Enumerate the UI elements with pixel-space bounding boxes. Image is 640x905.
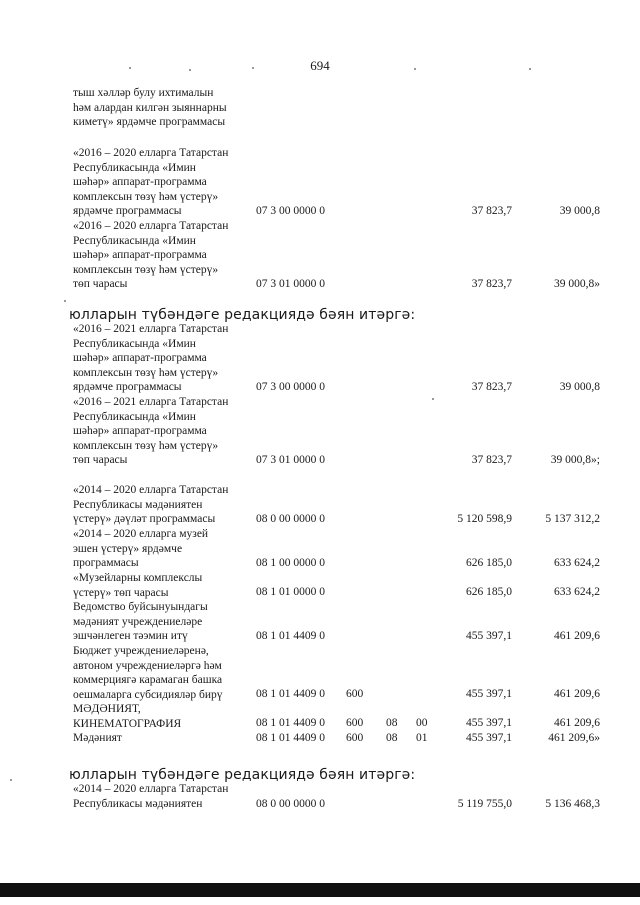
amount-year-1: 455 397,1 [466,717,512,729]
amount-year-1: 37 823,7 [471,381,512,393]
item-description [73,322,248,395]
amount-year-1: 5 120 598,9 [457,513,512,525]
target-article-code: 08 1 00 0000 0 [256,557,325,569]
amount-year-1: 455 397,1 [466,688,512,700]
amount-year-1: 37 823,7 [471,278,512,290]
target-article-code: 07 3 00 0000 0 [256,205,325,217]
amount-year-2: 5 137 312,2 [545,513,600,525]
expense-type-code: 600 [346,717,364,729]
subsection-code: 00 [416,717,428,729]
target-article-code: 07 3 01 0000 0 [256,278,325,290]
description-line: Республикасында «Имин [73,410,196,423]
section-code: 08 [386,732,398,744]
description-line: шәһәр» аппарат-программа [73,425,207,438]
description-line: тыш хәлләр булу ихтималын [73,87,214,99]
item-description [73,527,248,571]
scan-speck [189,69,191,71]
description-line: комплексын төзү һәм үстерү» [73,263,219,276]
description-line: һәм алардан килгән зыяннарны [73,101,227,114]
scan-speck [252,67,254,69]
amount-year-2: 39 000,8 [559,381,600,393]
description-line: «2016 – 2020 елларга Татарстан [73,220,229,232]
amount-year-1: 455 397,1 [466,630,512,642]
description-line: комплексын төзү һәм үстерү» [73,439,219,452]
scan-speck [414,68,416,70]
description-line: төп чарасы [73,454,128,467]
description-line: Мәдәният [73,732,122,744]
target-article-code: 08 1 01 4409 0 [256,688,325,700]
amount-year-1: 37 823,7 [471,205,512,217]
description-line: Республикасы мәдәниятен [73,498,203,511]
item-description [73,146,248,219]
amount-year-2: 633 624,2 [554,557,600,569]
description-line: ярдәмче программасы [73,205,182,218]
item-description [73,86,248,130]
description-line: коммерциягә карамаган башка [73,674,223,687]
handwritten-amendment-note: юлларын түбәндәге редакциядә бәян итәргә: [69,307,416,323]
amount-year-2: 633 624,2 [554,586,600,598]
amount-year-2: 461 209,6 [554,717,600,729]
description-line: эшен үстерү» ярдәмче [73,542,183,555]
scan-speck [10,779,12,781]
description-line: үстерү» төп чарасы [73,586,169,599]
scan-speck [529,68,531,70]
scan-speck [432,398,434,400]
description-line: комплексын төзү һәм үстерү» [73,366,219,379]
description-line: программасы [73,557,139,570]
description-line: автоном учреждениеләргә һәм [73,659,222,672]
item-description [73,600,248,644]
amount-year-2: 39 000,8»; [550,454,600,466]
handwritten-amendment-note: юлларын түбәндәге редакциядә бәян итәргә: [69,767,416,783]
description-line: эшчәнлеген тәэмин итү [73,630,188,643]
description-line: комплексын төзү һәм үстерү» [73,190,219,203]
item-description [73,395,248,468]
description-line: оешмаларга субсидияләр бирү [73,688,223,701]
amount-year-2: 461 209,6 [554,630,600,642]
scan-edge [0,883,640,897]
description-line: Республикасында «Имин [73,161,196,174]
description-line: шәһәр» аппарат-программа [73,352,207,365]
amount-year-1: 626 185,0 [466,557,512,569]
expense-type-code: 600 [346,732,364,744]
subsection-code: 01 [416,732,428,744]
target-article-code: 07 3 00 0000 0 [256,381,325,393]
description-line: Ведомство буйсынуындагы [73,601,208,613]
description-line: «2014 – 2020 елларга музей [73,528,209,540]
description-line: КИНЕМАТОГРАФИЯ [73,717,182,730]
target-article-code: 08 1 01 4409 0 [256,630,325,642]
amount-year-1: 626 185,0 [466,586,512,598]
section-code: 08 [386,717,398,729]
amount-year-2: 461 209,6 [554,688,600,700]
description-line: «2016 – 2021 елларга Татарстан [73,323,229,335]
target-article-code: 07 3 01 0000 0 [256,454,325,466]
scan-speck [64,300,66,302]
amount-year-2: 5 136 468,3 [545,798,600,810]
amount-year-2: 39 000,8 [559,205,600,217]
description-line: мәдәният учреждениеләре [73,615,203,628]
description-line: үстерү» дәүләт программасы [73,513,216,526]
item-description [73,782,248,811]
description-line: «2014 – 2020 елларга Татарстан [73,783,229,795]
description-line: Бюджет учреждениеләренә, [73,645,209,657]
target-article-code: 08 1 01 0000 0 [256,586,325,598]
expense-type-code: 600 [346,688,364,700]
description-line: шәһәр» аппарат-программа [73,176,207,189]
description-line: төп чарасы [73,278,128,291]
description-line: шәһәр» аппарат-программа [73,249,207,262]
description-line: киметү» ярдәмче программасы [73,116,226,129]
item-description [73,483,248,527]
item-description [73,644,248,702]
amount-year-1: 37 823,7 [471,454,512,466]
description-line: Республикасында «Имин [73,337,196,350]
description-line: «2016 – 2021 елларга Татарстан [73,396,229,408]
page-number: 694 [310,58,330,73]
amount-year-2: 39 000,8» [554,278,600,290]
description-line: «2016 – 2020 елларга Татарстан [73,147,229,159]
target-article-code: 08 0 00 0000 0 [256,798,325,810]
item-description [73,702,248,731]
target-article-code: 08 0 00 0000 0 [256,513,325,525]
amount-year-1: 5 119 755,0 [457,798,512,810]
description-line: «2014 – 2020 елларга Татарстан [73,484,229,496]
description-line: Республикасында «Имин [73,234,196,247]
description-line: Республикасы мәдәниятен [73,797,203,810]
amount-year-2: 461 209,6» [548,732,600,744]
target-article-code: 08 1 01 4409 0 [256,732,325,744]
item-description [73,571,248,600]
scan-speck [129,67,131,69]
description-line: «Музейларны комплекслы [73,572,203,584]
description-line: МӘДӘНИЯТ, [73,703,141,715]
target-article-code: 08 1 01 4409 0 [256,717,325,729]
description-line: ярдәмче программасы [73,381,182,394]
item-description [73,731,248,746]
item-description [73,219,248,292]
amount-year-1: 455 397,1 [466,732,512,744]
